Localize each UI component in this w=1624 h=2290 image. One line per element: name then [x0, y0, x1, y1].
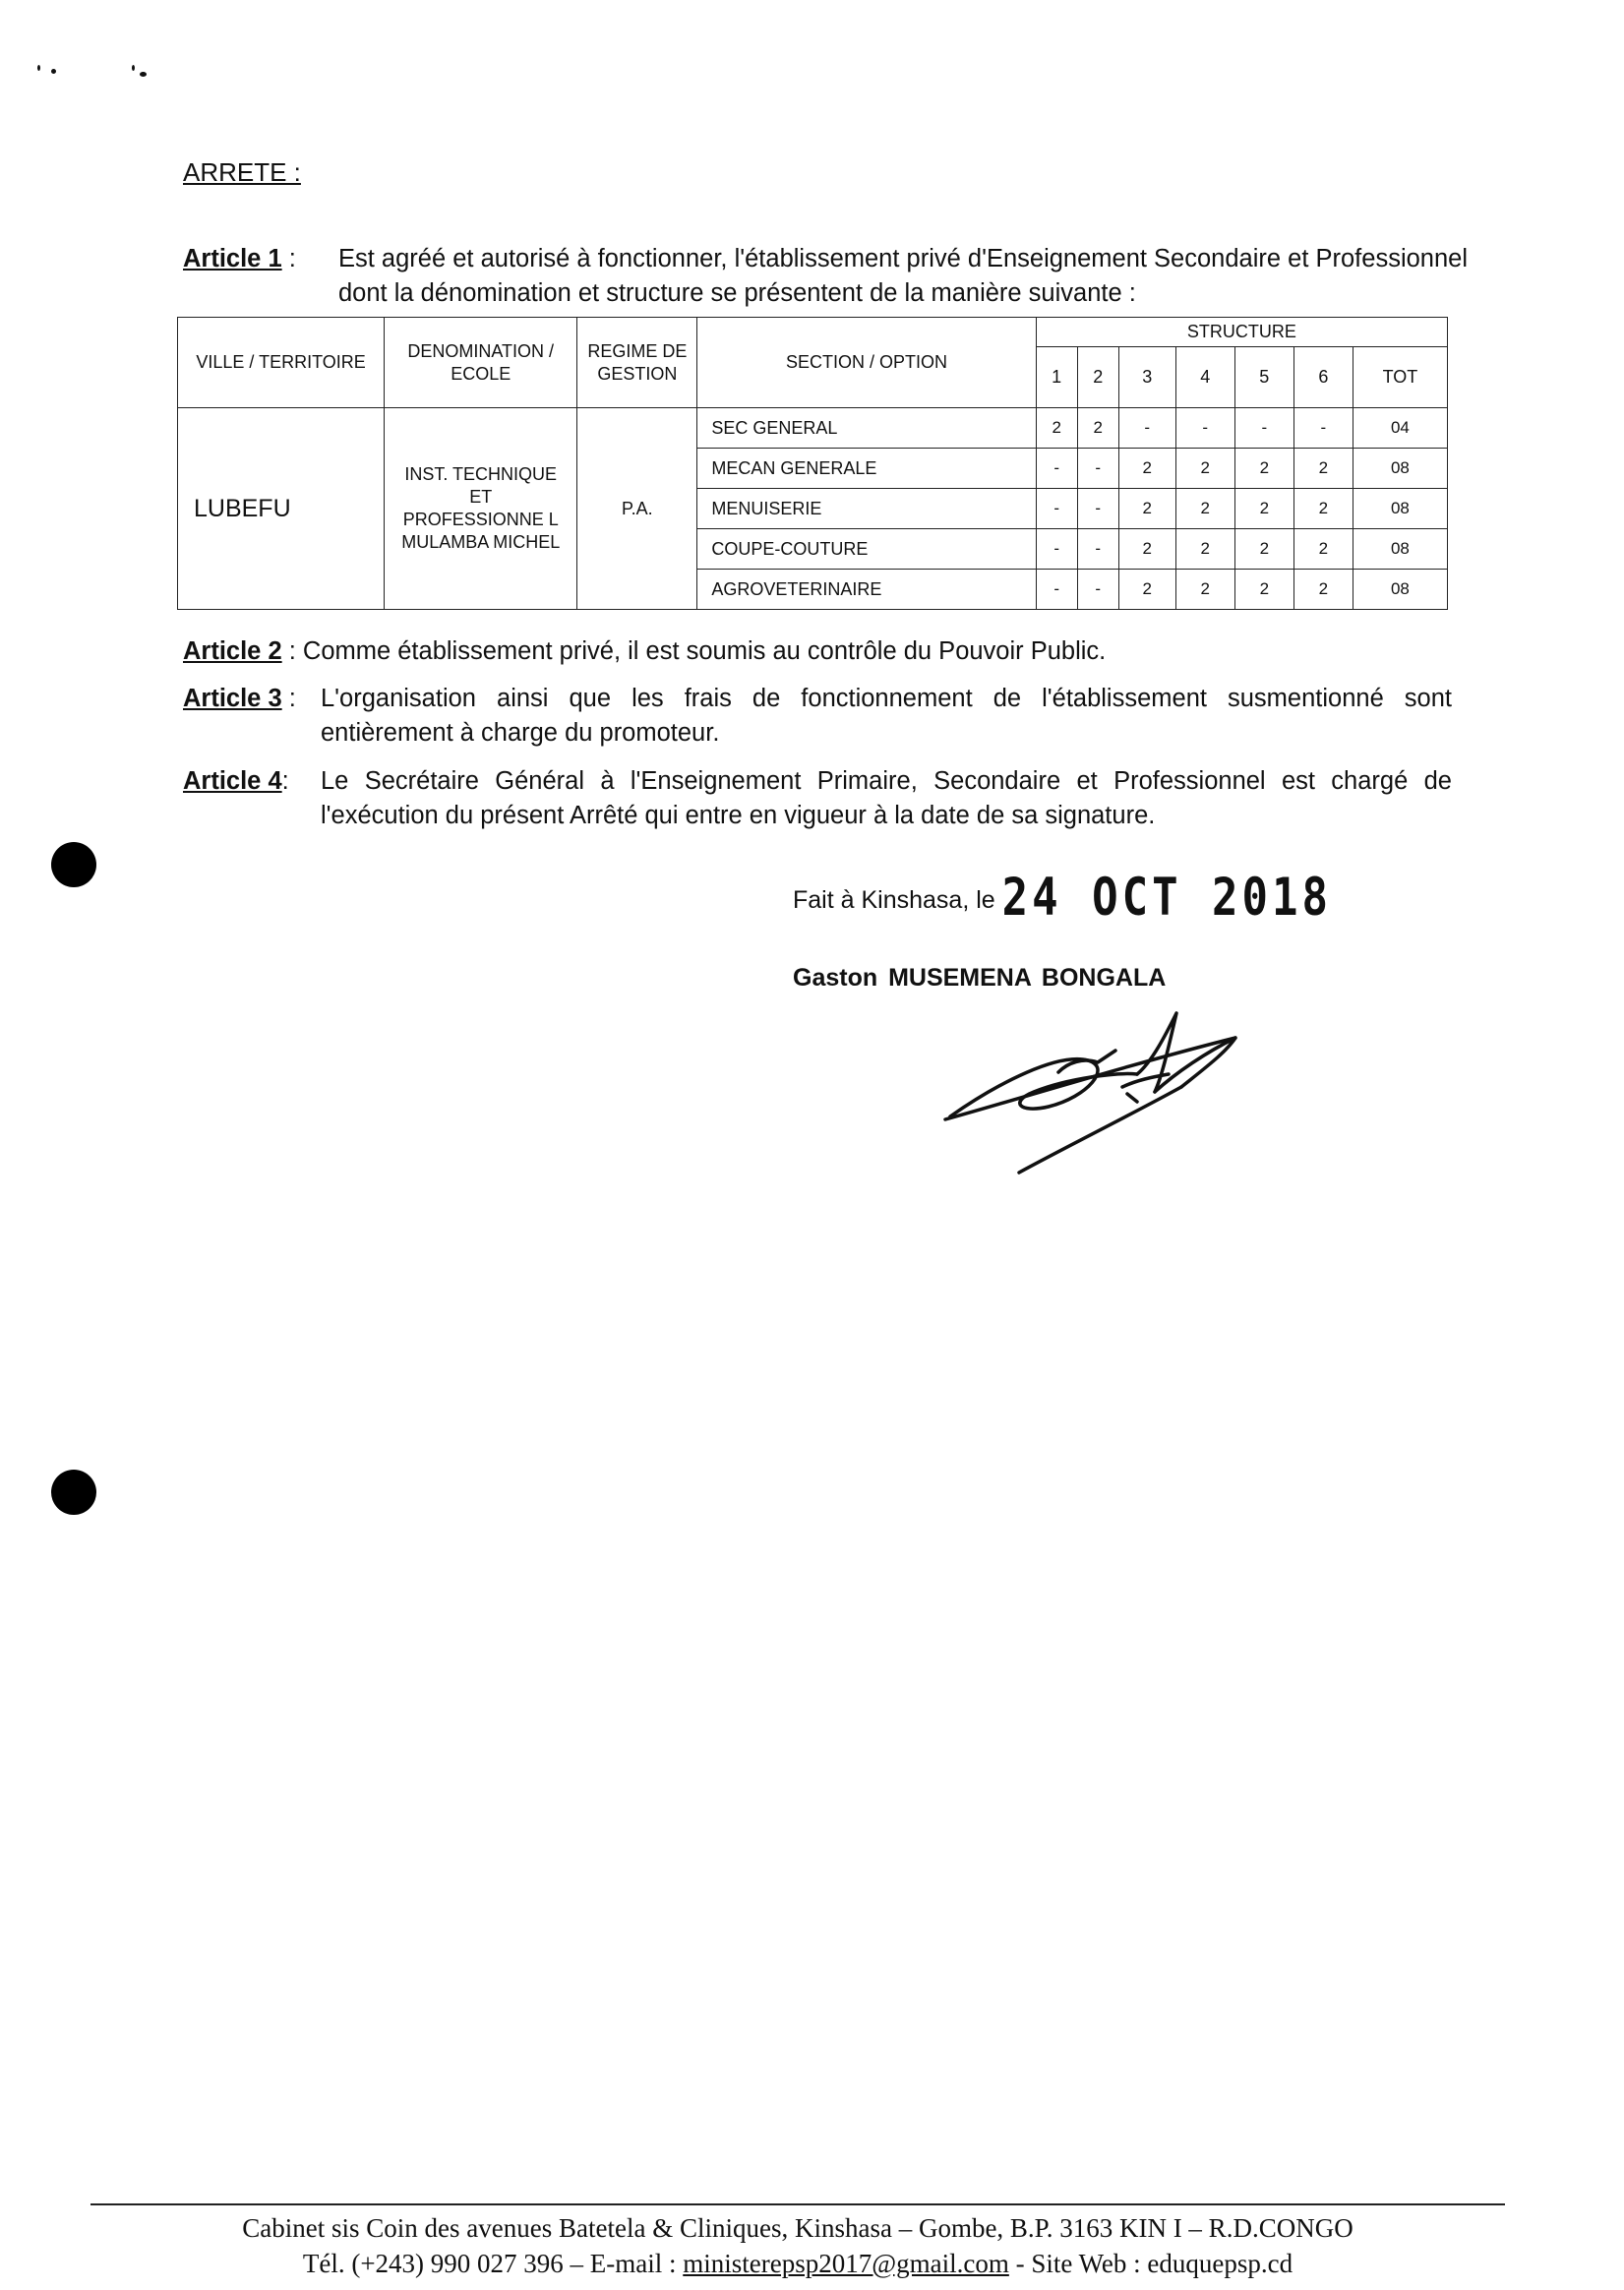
structure-cell: 2: [1234, 489, 1293, 529]
header-year: 2: [1077, 347, 1118, 408]
handwritten-signature: [940, 1003, 1255, 1175]
scan-speck: [51, 69, 56, 74]
structure-cell: 2: [1293, 489, 1353, 529]
structure-cell: 2: [1118, 489, 1175, 529]
structure-cell: 2: [1293, 570, 1353, 610]
structure-cell: -: [1234, 408, 1293, 449]
total-cell: 08: [1353, 489, 1447, 529]
arrete-heading: ARRETE :: [183, 157, 301, 187]
regime-cell: P.A.: [577, 408, 697, 610]
ville-cell: LUBEFU: [178, 408, 385, 610]
header-section-option: SECTION / OPTION: [697, 318, 1036, 408]
total-cell: 04: [1353, 408, 1447, 449]
option-cell: COUPE-COUTURE: [697, 529, 1036, 570]
place-prefix: Fait à Kinshasa, le: [793, 886, 995, 914]
footer-email-link[interactable]: ministerepsp2017@gmail.com: [683, 2249, 1009, 2278]
article-2-separator: :: [281, 637, 303, 665]
structure-cell: -: [1036, 449, 1077, 489]
option-cell: MECAN GENERALE: [697, 449, 1036, 489]
header-ville-territoire: VILLE / TERRITOIRE: [178, 318, 385, 408]
structure-cell: 2: [1077, 408, 1118, 449]
structure-cell: 2: [1175, 529, 1234, 570]
article-2: [183, 634, 1462, 669]
structure-cell: -: [1036, 570, 1077, 610]
structure-cell: -: [1036, 529, 1077, 570]
header-denomination: DENOMINATION / ECOLE: [385, 318, 577, 408]
structure-cell: -: [1077, 529, 1118, 570]
option-cell: AGROVETERINAIRE: [697, 570, 1036, 610]
denomination-cell: INST. TECHNIQUE ET PROFESSIONNE L MULAMBA MICHEL: [385, 408, 577, 610]
school-structure-table: [177, 317, 1448, 610]
article-1-text: Est agréé et autorisé à fonctionner, l'établissement privé d'Enseignement Secondaire et Professionnel dont la dénomination et structure se présentent de la manière suivante :: [338, 245, 1468, 307]
header-year: 6: [1293, 347, 1353, 408]
header-structure: STRUCTURE: [1036, 318, 1447, 347]
article-1-label: Article 1: [183, 245, 282, 272]
scan-speck: [140, 72, 147, 77]
header-regime: REGIME DE GESTION: [577, 318, 697, 408]
article-1-separator: :: [281, 245, 296, 272]
total-cell: 08: [1353, 570, 1447, 610]
header-year: 5: [1234, 347, 1293, 408]
structure-cell: 2: [1234, 529, 1293, 570]
article-2-label: Article 2: [183, 637, 282, 665]
scan-speck: [37, 65, 40, 71]
structure-cell: 2: [1175, 449, 1234, 489]
structure-cell: -: [1175, 408, 1234, 449]
structure-cell: -: [1293, 408, 1353, 449]
structure-cell: 2: [1175, 489, 1234, 529]
article-4-separator: :: [281, 767, 289, 795]
scan-speck: [132, 65, 135, 71]
article-4-text: Le Secrétaire Général à l'Enseignement Primaire, Secondaire et Professionnel est chargé de l'exécution du présent Arrêté qui entre en vigueur à la date de sa signature.: [321, 767, 1452, 829]
article-4-label: Article 4: [183, 767, 282, 795]
footer-contact: [90, 2249, 1505, 2279]
structure-cell: 2: [1293, 529, 1353, 570]
structure-cell: 2: [1175, 570, 1234, 610]
total-cell: 08: [1353, 529, 1447, 570]
article-3-separator: :: [281, 685, 296, 712]
punch-hole: [51, 842, 96, 887]
date-stamp: 24 OCT 2018: [1001, 867, 1333, 929]
signer-name: Gaston MUSEMENA BONGALA: [793, 964, 1167, 992]
header-year: 1: [1036, 347, 1077, 408]
structure-cell: -: [1077, 449, 1118, 489]
punch-hole: [51, 1470, 96, 1515]
structure-cell: 2: [1118, 529, 1175, 570]
footer-separator: - Site Web :: [1008, 2249, 1148, 2278]
structure-cell: 2: [1234, 570, 1293, 610]
structure-cell: 2: [1036, 408, 1077, 449]
structure-cell: -: [1118, 408, 1175, 449]
structure-cell: 2: [1234, 449, 1293, 489]
footer-rule: [90, 2203, 1505, 2205]
article-3-text: L'organisation ainsi que les frais de fonctionnement de l'établissement susmentionné sont entièrement à charge du promoteur.: [321, 685, 1452, 747]
structure-cell: 2: [1118, 449, 1175, 489]
article-2-text: Comme établissement privé, il est soumis au contrôle du Pouvoir Public.: [302, 637, 1107, 665]
structure-cell: 2: [1293, 449, 1353, 489]
article-3-label: Article 3: [183, 685, 282, 712]
header-year: 4: [1175, 347, 1234, 408]
option-cell: SEC GENERAL: [697, 408, 1036, 449]
structure-cell: -: [1036, 489, 1077, 529]
total-cell: 08: [1353, 449, 1447, 489]
structure-cell: -: [1077, 570, 1118, 610]
place-and-date: [793, 867, 1333, 929]
structure-cell: -: [1077, 489, 1118, 529]
footer-address: Cabinet sis Coin des avenues Batetela & Cliniques, Kinshasa – Gombe, B.P. 3163 KIN I – R.D.CONGO: [242, 2213, 1353, 2243]
header-tot: TOT: [1353, 347, 1447, 408]
option-cell: MENUISERIE: [697, 489, 1036, 529]
header-year: 3: [1118, 347, 1175, 408]
footer-website[interactable]: eduquepsp.cd: [1147, 2249, 1293, 2278]
footer-phone: Tél. (+243) 990 027 396 – E-mail :: [302, 2249, 684, 2278]
structure-cell: 2: [1118, 570, 1175, 610]
